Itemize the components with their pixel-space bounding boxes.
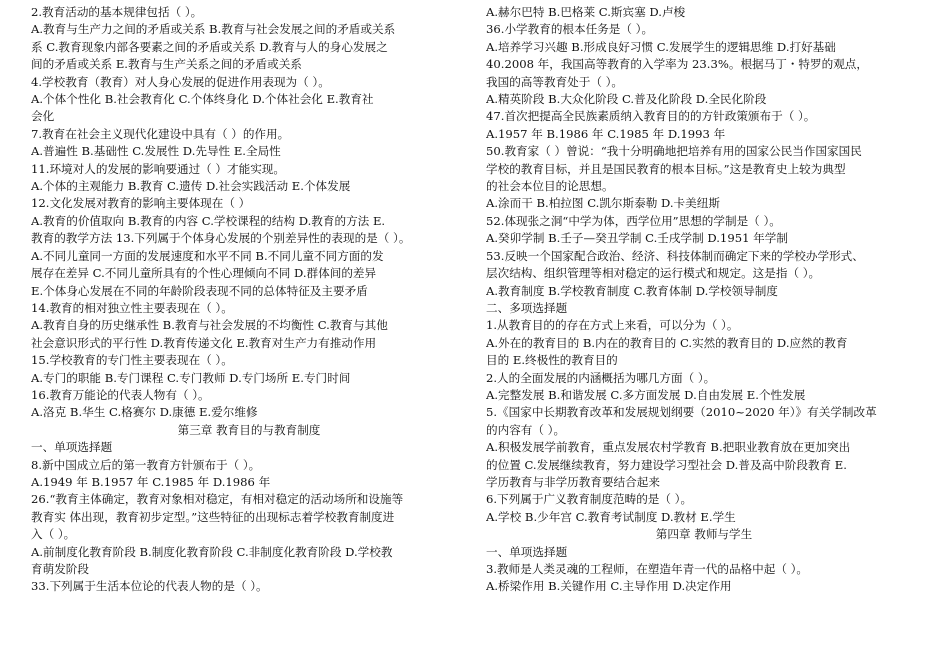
text-line: E.个体身心发展在不同的年龄阶段表现不同的总体特征及主要矛盾 [31,283,368,298]
text-line: 12.文化发展对教育的影响主要体现在（ ） [31,196,251,211]
text-line: A.不同儿童同一方面的发展速度和水平不同 B.不同儿童不同方面的发 [31,248,384,263]
text-line: 学历教育与非学历教育要结合起来 [486,474,660,489]
text-line: A.1949 年 B.1957 年 C.1985 年 D.1986 年 [31,474,271,489]
text-line: A.洛克 B.华生 C.格赛尔 D.康德 E.爱尔维修 [31,405,258,420]
text-line: A.教育自身的历史继承性 B.教育与社会发展的不均衡性 C.教育与其他 [31,318,388,333]
text-line: 14.教育的相对独立性主要表现在（ ）。 [31,300,233,315]
text-line: 26.“教育主体确定，教育对象相对稳定，有相对稳定的活动场所和设施等 [31,492,404,507]
text-line: 会化 [31,109,55,124]
text-line: 4.学校教育（教育）对人身心发展的促进作用表现为（ ）。 [31,74,330,89]
text-line: A.完整发展 B.和谐发展 C.多方面发展 D.自由发展 E.个性发展 [486,387,806,402]
right-column [486,4,922,596]
text-line: 15.学校教育的专门性主要表现在（ ）。 [31,353,233,368]
text-line: 层次结构、组织管理等相对稳定的运行模式和规定。这是指（ ）。 [486,266,821,281]
text-line: 教育的教学方法 13.下列属于个体身心发展的个别差异性的表现的是（ ）。 [31,231,411,246]
text-line: 5.《国家中长期教育改革和发展规划纲要（2010~2020 年）》有关学制改革 [486,405,877,420]
text-line: A.涂而干 B.柏拉图 C.凯尔斯泰勒 D.卡美纽斯 [486,196,720,211]
text-line: A.精英阶段 B.大众化阶段 C.普及化阶段 D.全民化阶段 [486,92,767,107]
text-line: 展存在差异 C.不同儿童所具有的个性心理倾向不同 D.群体间的差异 [31,266,377,281]
text-line: 50.教育家（ ）曾说：“我十分明确地把培养有用的国家公民当作国家国民 [486,144,862,159]
text-line: 1.从教育目的的存在方式上来看，可以分为（ ）。 [486,318,739,333]
text-line: 一、单项选择题 [486,544,568,559]
text-line: A.赫尔巴特 B.巴格莱 C.斯宾塞 D.卢梭 [486,5,686,19]
chapter-heading: 第三章 教育目的与教育制度 [177,422,321,437]
text-line: 53.反映一个国家配合政治、经济、科技体制而确定下来的学校办学形式、 [486,248,864,263]
text-line: 11.环境对人的发展的影响要通过（ ）才能实现。 [31,161,285,176]
text-line: A.教育的价值取向 B.教育的内容 C.学校课程的结构 D.教育的方法 E. [31,213,386,228]
text-line: A.专门的职能 B.专门课程 C.专门教师 D.专门场所 E.专门时间 [31,370,351,385]
text-line: 社会意识形式的平行性 D.教育传递文化 E.教育对生产力有推动作用 [31,335,377,350]
text-line: 47.首次把提高全民族素质纳入教育目的的方针政策颁布于（ ）。 [486,109,816,124]
text-line: A.癸卯学制 B.壬子—癸丑学制 C.壬戌学制 D.1951 年学制 [486,231,788,246]
text-line: 入（ ）。 [31,527,76,542]
text-line: 的内容有（ ）。 [486,422,566,437]
text-line: 的社会本位目的论思想。 [486,179,614,194]
text-line: 一、单项选择题 [31,440,113,455]
text-line: 我国的高等教育处于（ ）。 [486,74,624,89]
text-line: 二、多项选择题 [486,300,568,315]
text-line: 学校的教育目标，并且是国民教育的根本目标。”这是教育史上较为典型 [486,161,846,176]
text-line: A.桥梁作用 B.关键作用 C.主导作用 D.决定作用 [486,579,732,594]
text-line: A.培养学习兴趣 B.形成良好习惯 C.发展学生的逻辑思维 D.打好基础 [486,39,836,54]
chapter-heading: 第四章 教师与学生 [655,527,753,542]
text-line: 6.下列属于广义教育制度范畴的是（ ）。 [486,492,693,507]
text-line: 2.教育活动的基本规律包括（ ）。 [31,5,203,19]
text-line: 教育实 体出现，教育初步定型。”这些特征的出现标志着学校教育制度进 [31,509,395,524]
text-line: A.个体的主观能力 B.教育 C.遗传 D.社会实践活动 E.个体发展 [31,179,351,194]
text-line: 系 C.教育现象内部各要素之间的矛盾或关系 D.教育与人的身心发展之 [31,39,388,54]
text-line: 8.新中国成立后的第一教育方针颁布于（ ）。 [31,457,261,472]
text-line: A.积极发展学前教育，重点发展农村学教育 B.把职业教育放在更加突出 [486,440,851,455]
text-line: 间的矛盾或关系 E.教育与生产关系之间的矛盾或关系 [31,57,302,72]
text-line: 36.小学教育的根本任务是（ ）。 [486,22,654,37]
text-line: 52.体现张之洞“中学为体，西学位用”思想的学制是（ ）。 [486,213,781,228]
left-column [31,4,467,596]
text-line: 目的 E.终极性的教育目的 [486,353,618,368]
text-line: 40.2008 年，我国高等教育的入学率为 23.3%。根据马丁・特罗的观点， [486,57,868,72]
text-line: 育萌发阶段 [31,562,89,576]
text-line: 的位置 C.发展继续教育，努力建设学习型社会 D.普及高中阶段教育 E. [486,457,847,472]
text-line: A.学校 B.少年宫 C.教育考试制度 D.教材 E.学生 [486,509,736,524]
text-line: 3.教师是人类灵魂的工程师，在塑造年青一代的品格中起（ ）。 [486,562,808,576]
text-line: A.教育与生产力之间的矛盾或关系 B.教育与社会发展之间的矛盾或关系 [31,22,396,37]
text-line: A.教育制度 B.学校教育制度 C.教育体制 D.学校领导制度 [486,283,778,298]
text-line: A.前制度化教育阶段 B.制度化教育阶段 C.非制度化教育阶段 D.学校教 [31,544,393,559]
text-line: A.外在的教育目的 B.内在的教育目的 C.实然的教育目的 D.应然的教育 [486,335,848,350]
text-line: 2.人的全面发展的内涵概括为哪几方面（ ）。 [486,370,716,385]
text-line: 7.教育在社会主义现代化建设中具有（ ）的作用。 [31,126,290,141]
text-line: 16.教育万能论的代表人物有（ ）。 [31,387,210,402]
text-line: 33.下列属于生活本位论的代表人物的是（ ）。 [31,579,268,594]
text-line: A.个体个性化 B.社会教育化 C.个体终身化 D.个体社会化 E.教育社 [31,92,374,107]
text-line: A.1957 年 B.1986 年 C.1985 年 D.1993 年 [486,126,726,141]
text-line: A.普遍性 B.基础性 C.发展性 D.先导性 E.全局性 [31,144,281,159]
